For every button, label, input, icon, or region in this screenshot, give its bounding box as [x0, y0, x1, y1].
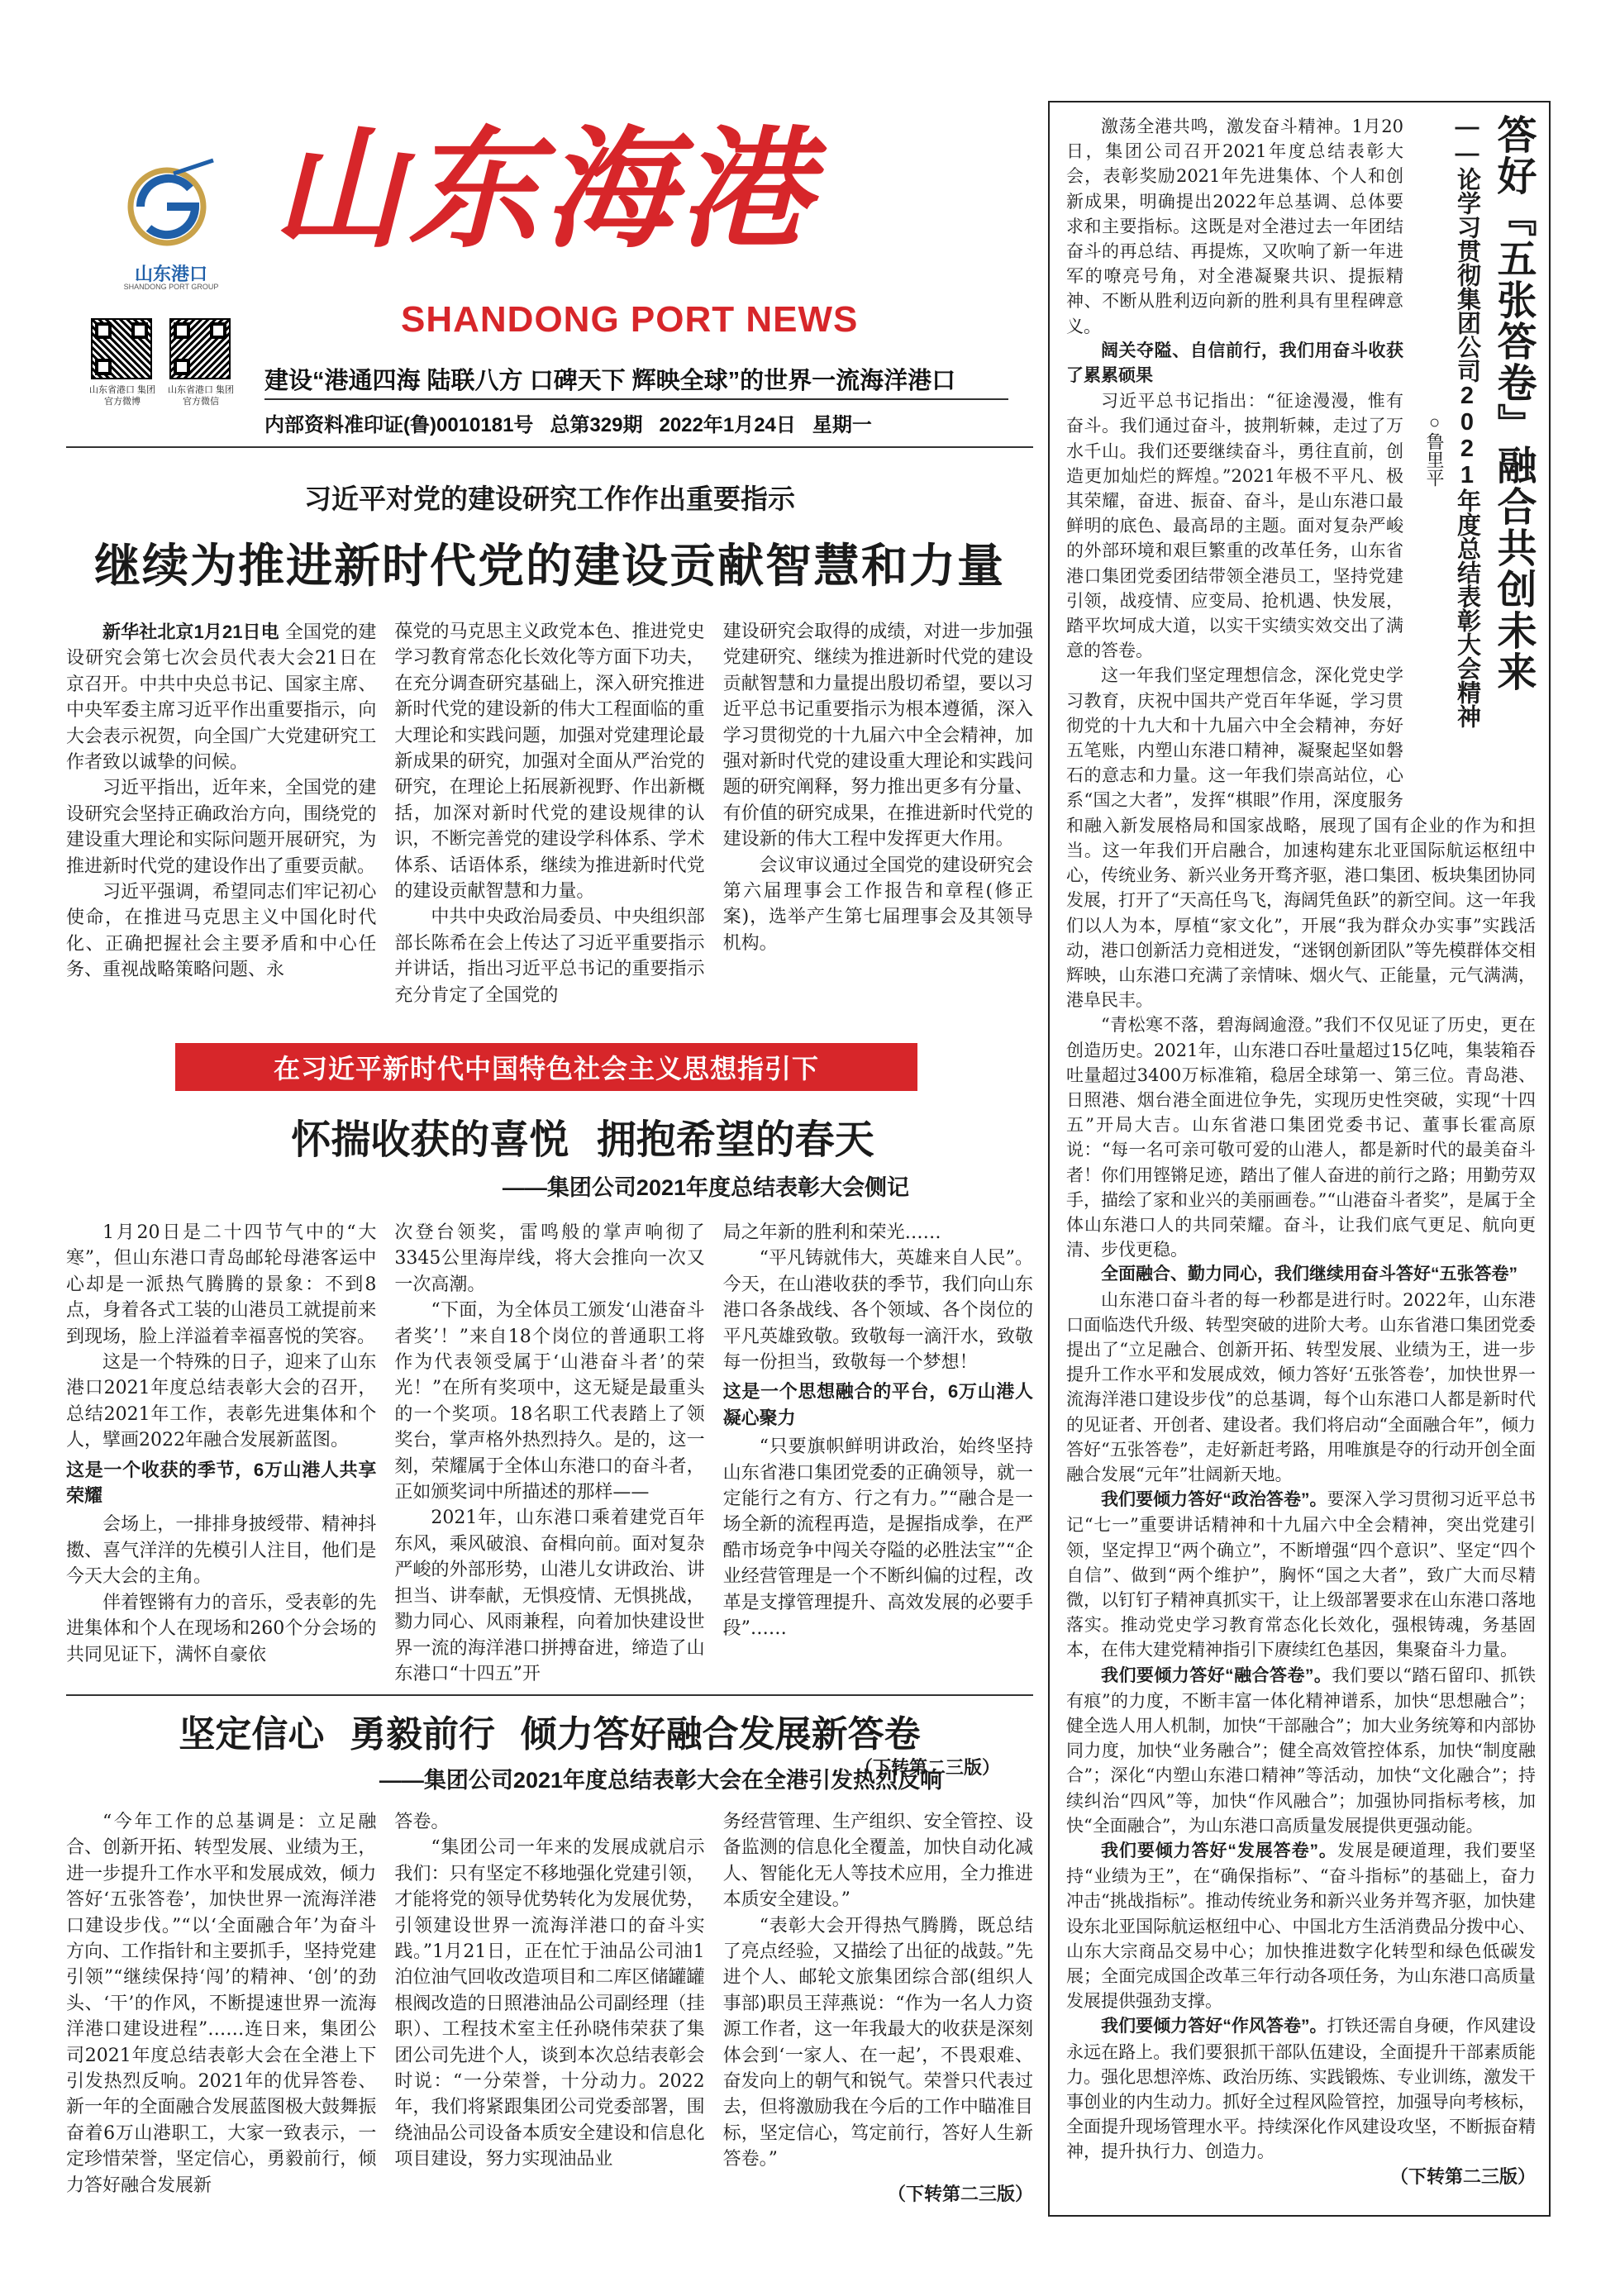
paragraph: 激荡全港共鸣，激发奋斗精神。1月20日，集团公司召开2021年度总结表彰大会，表彰奖励2021年先进集体、个人和创新成果，明确提出2022年总基调、总体要求和主要指标。这既是对全港过去一年团结奋斗的再总结、再提炼，又吹响了新一年进军的嘹亮号角，对全港凝聚共识、提振精神、不断从胜利迈向新的胜利具有里程碑意义。	[1066, 117, 1403, 336]
paragraph: “集团公司一年来的发展成就启示我们：只有坚定不移地强化党建引领，才能将党的领导优势转化为发展优势，引领建设世界一流海洋港口的奋斗实践。”1月21日，正在忙于油品公司油1泊位油气回收改造项目和二库区储罐罐根阀改造的日照港油品公司副经理（挂职）、工程技术室主任孙晓伟荣获了集团公司先进个人，谈到本次总结表彰会时说：“一分荣誉，十分动力。2022年，我们将紧跟集团公司党委部署，围绕油品公司设备本质安全建设和信息化项目建设，努力实现油品业	[394, 1837, 705, 2170]
paragraph: 次登台领奖，雷鸣般的掌声响彻了3345公里海岸线，将大会推向一次又一次高潮。	[394, 1222, 705, 1295]
logo-caption-en: SHANDONG PORT GROUP	[123, 283, 219, 291]
article-3-body	[66, 1809, 1033, 2272]
qr-weibo	[91, 318, 152, 379]
lead-in: 我们要倾力答好“政治答卷”。	[1101, 1490, 1327, 1510]
article-1-col-1	[66, 619, 376, 1008]
article-2-body	[66, 1220, 1033, 1749]
divider	[66, 1694, 1033, 1696]
paragraph: “只要旗帜鲜明讲政治，始终坚持山东省港口集团党委的正确领导，就一定能行之有方、行之有力。”“融合是一场全新的流程再造，是握指成拳，在严酷市场竞争中闯关夺隘的必胜法宝”“企业经营管理是一个不断纠偏的过程，改革是支撑管理提升、高效发展的必要手段”……	[722, 1436, 1033, 1640]
article-3-col-1	[66, 1809, 376, 2272]
paragraph: 习近平指出，近年来，全国党的建设研究会坚持正确政治方向，围绕党的建设重大理论和实际问题开展研究，为推进新时代党的建设作出了重要贡献。	[66, 778, 377, 877]
paragraph: 中共中央政治局委员、中央组织部部长陈希在会上传达了习近平重要指示并讲话，指出习近平总书记的重要指示充分肯定了全国党的	[394, 907, 705, 1006]
paragraph: 答卷。	[394, 1812, 450, 1832]
article-1-dateline: 新华社北京1月21日电	[102, 622, 279, 642]
subheading: 这是一个收获的季节，6万山港人共享荣耀	[66, 1459, 377, 1507]
commentary-box	[1048, 101, 1551, 2217]
paragraph: 伴着铿锵有力的音乐，受表彰的先进集体和个人在现场和260个分会场的共同见证下，满怀自豪依	[66, 1592, 377, 1665]
paragraph: 习近平强调，希望同志们牢记初心使命，在推进马克思主义中国化时代化、正确把握社会主要矛盾和中心任务、重视战略策略问题、永	[66, 882, 377, 981]
paragraph: 务经营管理、生产组织、安全管控、设备监测的信息化全覆盖，加快自动化减人、智能化无人等技术应用，全力推进本质安全建设。”	[722, 1812, 1033, 1911]
qr-wechat-caption: 山东省港口 集团官方微信	[167, 385, 235, 407]
article-1-headline: 继续为推进新时代党的建设贡献智慧和力量	[94, 540, 1005, 592]
paragraph: 我们要以“踏石留印、抓铁有痕”的力度，不断丰富一体化精神谱系，加快“思想融合”；健全选人用人机制，加快“干部融合”；加大业务统筹和内部协同力度，加快“业务融合”；健全高效管控体系，加快“制度融合”；深化“内塑山东港口精神”等活动，加快“文化融合”；持续纠治“四风”等，加快“作风融合”；加强协同指标考核，加快“全面融合”，为山东港口高质量发展提供更强动能。	[1066, 1665, 1536, 1836]
article-1	[66, 463, 1033, 1008]
masthead-title-en: SHANDONG PORT NEWS	[401, 299, 859, 340]
article-1-col-3	[723, 619, 1033, 1008]
lead-in: 我们要倾力答好“作风答卷”。	[1101, 2017, 1327, 2036]
continued-label: （下转第二三版）	[887, 2183, 1033, 2204]
logo-caption: 山东港口	[134, 264, 207, 284]
paragraph: “青松寒不落，碧海阔逾澄。”我们不仅见证了历史，更在创造历史。2021年，山东港口吞吐量超过15亿吨，集装箱吞吐量超过3400万标准箱，稳居全球第一、第三位。青岛港、日照港、烟台港全面进位争先，实现历史性突破，实现“十四五”开局大吉。山东省港口集团党委书记、董事长霍高原说：“每一名可亲可敬可爱的山港人，都是新时代的最美奋斗者！你们用铿锵足迹，踏出了催人奋进的前行之路；用勤劳双手，描绘了家和业兴的美丽画卷。”“山港奋斗者奖”，是属于全体山东港口人的共同荣耀。奋斗，让我们底气更足、航向更清、步伐更稳。	[1066, 1015, 1536, 1260]
article-2-col-3	[723, 1220, 1033, 1749]
paragraph: 要深入学习贯彻习近平总书记“七一”重要讲话精神和十九届六中全会精神，突出党建引领，坚定捍卫“两个确立”，不断增强“四个意识”、坚定“四个自信”、做到“两个维护”，胸怀“国之大者”，致广大而尽精微，以钉钉子精神真抓实干，让上级部署要求在山东港口落地落实。推动党史学习教育常态化长效化，强根铸魂，务基固本，在伟大建党精神指引下赓续红色基因，集聚奋斗力量。	[1066, 1489, 1537, 1660]
commentary-title: 答好『五张答卷』融合共创未来	[1491, 114, 1535, 693]
qr-weibo-caption: 山东省港口 集团官方微博	[88, 385, 156, 407]
subheading: 阔关夺隘、自信前行，我们用奋斗收获了累累硕果	[1066, 341, 1403, 386]
commentary-title-block	[1412, 114, 1536, 800]
article-1-col-2	[394, 619, 704, 1008]
paragraph: 这一年我们坚定理想信念，深化党史学习教育，庆祝中国共产党百年华诞，学习贯彻党的十九大和十九届六中全会精神，夯好五笔账，内塑山东港口精神，凝聚起坚如磐石的意志和力量。这一年我们崇高站位，心系“国之大者”，发挥“棋眼”作用，深度服务和融入新发展格局和国家战略，展现了国有企业的作为和担当。这一年我们开启融合，加速构建东北亚国际航运枢纽中心，传统业务、新兴业务开骛齐驱，港口集团、板块集团协同发展，打开了“天高任鸟飞，海阔凭鱼跃”的新空间。这一年我们以人为本，厚植“家文化”，开展“我为群众办实事”实践活动，港口创新活力竞相迸发，“迷钢创新团队”等先模群体交相辉映，山东港口充满了亲情味、烟火气、正能量，元气满满，港阜民丰。	[1066, 665, 1536, 1011]
paragraph: 山东港口奋斗者的每一秒都是进行时。2022年，山东港口面临迭代升级、转型突破的进阶大考。山东省港口集团党委提出了“立足融合、创新开拓、转型发展、业绩为王，进一步提升工作水平和发展成效，倾力答好‘五张答卷’，加快世界一流海洋港口建设步伐”的总基调，每个山东港口人都是新时代的见证者、开创者、建设者。我们将启动“全面融合年”，倾力答好“五张答卷”，走好新赶考路，用唯旗是夺的行动开创全面融合发展“元年”壮阔新天地。	[1066, 1289, 1536, 1484]
subheading: 这是一个思想融合的平台，6万山港人凝心聚力	[722, 1381, 1033, 1428]
article-2-subhead: ——集团公司2021年度总结表彰大会侧记	[502, 1175, 909, 1200]
article-2-col-1	[66, 1220, 376, 1749]
article-3-headline: 坚定信心 勇毅前行 倾力答好融合发展新答卷	[179, 1713, 921, 1755]
paragraph: 建设研究会取得的成绩，对进一步加强党建研究、继续为推进新时代党的建设贡献智慧和力量提出殷切希望，要以习近平总书记重要指示为根本遵循，深入学习贯彻党的十九届六中全会精神，加强对新时代党的建设重大理论和实践问题的研究阐释，努力推出更多有分量、有价值的研究成果，在推进新时代党的建设新的伟大工程中发挥更大作用。	[722, 622, 1033, 850]
article-3-col-3	[723, 1809, 1033, 2272]
paragraph: “今年工作的总基调是：立足融合、创新开拓、转型发展、业绩为王，进一步提升工作水平和发展成效，倾力答好‘五张答卷’，加快世界一流海洋港口建设步伐。”“以‘全面融合年’为奋斗方向、工作指针和主要抓手，坚持党建引领”“继续保持‘闯’的精神、‘创’的劲头、‘干’的作风，不断提速世界一流海洋港口建设进程”……连日来，集团公司2021年度总结表彰大会在全港上下引发热烈反响。2021年的优异答卷、新一年的全面融合发展蓝图极大鼓舞振奋着6万山港职工，大家一致表示，一定珍惜荣誉，坚定信心，勇毅前行，倾力答好融合发展新	[66, 1812, 377, 2196]
commentary-author: ○鲁里平	[1424, 412, 1445, 487]
paragraph: 1月20日是二十四节气中的“大寒”，但山东港口青岛邮轮母港客运中心却是一派热气腾腾的景象：不到8点，身着各式工装的山港员工就提前来到现场，脸上洋溢着幸福喜悦的笑容。	[66, 1222, 377, 1347]
article-2-headline: 怀揣收获的喜悦 拥抱希望的春天	[291, 1117, 874, 1163]
article-3	[66, 1704, 1033, 2272]
section-banner-text: 在习近平新时代中国特色社会主义思想指引下	[273, 1054, 819, 1084]
masthead	[66, 107, 1033, 471]
paragraph: 2021年，山东港口乘着建党百年东风，乘风破浪、奋楫向前。面对复杂严峻的外部形势，山港儿女讲政治、讲担当、讲奉献，无惧疫情、无惧挑战，勠力同心、风雨兼程，向着加快建设世界一流的海洋港口拼搏奋进，缔造了山东港口“十四五”开	[394, 1508, 705, 1684]
paragraph: “平凡铸就伟大，英雄来自人民”。今天，在山港收获的季节，我们向山东港口各条战线、各个领域、各个岗位的平凡英雄致敬。致敬每一滴汗水，致敬每一份担当，致敬每一个梦想！	[722, 1248, 1033, 1374]
paragraph: 习近平总书记指出：“征途漫漫，惟有奋斗。我们通过奋斗，披荆斩棘，走过了万水千山。我们还要继续奋斗，勇往直前，创造更加灿烂的辉煌。”2021年极不平凡、极其荣耀，奋进、振奋、奋斗，是山东港口最鲜明的底色、最高昂的主题。面对复杂严峻的外部环境和艰巨繁重的改革任务，山东省港口集团党委团结带领全港员工，坚持党建引领，战疫情、应变局、抢机遇、快发展，踏平坎坷成大道，以实干实绩实效交出了满意的答卷。	[1066, 391, 1403, 661]
lead-in: 我们要倾力答好“发展答卷”。	[1101, 1841, 1337, 1861]
paragraph: 发展是硬道理，我们要坚持“业绩为王”，在“确保指标”、“奋斗指标”的基础上，奋力冲击“挑战指标”。推动传统业务和新兴业务并驾齐驱，加快建设东北亚国际航运枢纽中心、中国北方生活消费品分拨中心、山东大宗商品交易中心；加快推进数字化转型和绿色低碳发展；全面完成国企改革三年行动各项任务，为山东港口高质量发展提供强劲支撑。	[1066, 1841, 1537, 2012]
paragraph: “表彰大会开得热气腾腾，既总结了亮点经验，又描绘了出征的战鼓。”先进个人、邮轮文旅集团综合部(组织人事部)职员王萍燕说：“作为一名人力资源工作者，这一年我最大的收获是深刻体会到‘一家人、在一起’，不畏艰难、奋发向上的朝气和锐气。荣誉只代表过去，但将激励我在今后的工作中瞄准目标，坚定信心，笃定前行，答好人生新答卷。”	[722, 1915, 1033, 2170]
paragraph: 这是一个特殊的日子，迎来了山东港口2021年度总结表彰大会的召开，总结2021年工作，表彰先进集体和个人，擘画2022年融合发展新蓝图。	[66, 1352, 377, 1451]
article-2-col-2	[394, 1220, 704, 1749]
article-3-col-2	[394, 1809, 704, 2272]
lead-in: 我们要倾力答好“融合答卷”。	[1101, 1665, 1332, 1685]
article-2	[66, 1108, 1033, 1779]
commentary-subtitle: ——论学习贯彻集团公司2021年度总结表彰大会精神	[1454, 114, 1480, 728]
masthead-slogan: 建设“港通四海 陆联八方 口碑天下 辉映全球”的世界一流海洋港口	[264, 368, 956, 394]
continued-label: （下转第二三版）	[854, 1757, 1000, 1778]
paragraph: 会场上，一排排身披绶带、精神抖擞、喜气洋洋的先模引人注目，他们是今天大会的主角。	[66, 1514, 377, 1588]
masthead-rule	[264, 398, 1008, 400]
qr-wechat	[169, 318, 231, 379]
masthead-bottom-rule	[66, 446, 1033, 448]
paragraph: 全国党的建设研究会第七次会员代表大会21日在京召开。中共中央总书记、国家主席、中央军委主席习近平作出重要指示，向大会表示祝贺，向全国广大党建研究工作者致以诚挚的问候。	[66, 622, 377, 774]
article-3-subhead: ——集团公司2021年度总结表彰大会在全港引发热烈反响	[379, 1768, 942, 1793]
section-banner	[175, 1043, 917, 1091]
subheading: 全面融合、勤力同心，我们继续用奋斗答好“五张答卷”	[1101, 1265, 1518, 1284]
article-1-body	[66, 619, 1033, 1008]
port-logo-icon	[116, 149, 223, 256]
paragraph: 局之年新的胜利和荣光……	[722, 1222, 941, 1243]
paragraph: “下面，为全体员工颁发‘山港奋斗者奖’！”来自18个岗位的普通职工将作为代表领受属于‘山港奋斗者’的荣光！”在所有奖项中，这无疑是最重头的一个奖项。18名职工代表踏上了领奖台，掌声格外热烈持久。是的，这一刻，荣耀属于全体山东港口的奋斗者，正如颁奖词中所描述的那样——	[394, 1300, 705, 1503]
masthead-title: 山东海港	[273, 113, 815, 266]
paragraph: 打铁还需自身硬，作风建设永远在路上。我们要狠抓干部队伍建设，全面提升干部素质能力。强化思想淬炼、政治历练、实践锻炼、专业训练，激发干事创业的内生动力。抓好全过程风险管控，加强导向考核标，全面提升现场管理水平。持续深化作风建设攻坚，不断振奋精神，提升执行力、创造力。	[1066, 2016, 1537, 2162]
paragraph: 葆党的马克思主义政党本色、推进党史学习教育常态化长效化等方面下功夫，在充分调查研究基础上，深入研究推进新时代党的建设新的伟大工程面临的重大理论和实践问题，加强对党建理论最新成果的研究，加强对全面从严治党的研究，在理论上拓展新视野、作出新概括，加深对新时代党的建设规律的认识，不断完善党的建设学科体系、学术体系、话语体系，继续为推进新时代党的建设贡献智慧和力量。	[394, 622, 705, 903]
article-1-kicker: 习近平对党的建设研究工作作出重要指示	[304, 483, 795, 514]
continued-label: （下转第二三版）	[1389, 2165, 1536, 2187]
paragraph: 会议审议通过全国党的建设研究会第六届理事会工作报告和章程(修正案)，选举产生第七届理事会及其领导机构。	[722, 855, 1033, 954]
issue-line: 内部资料准印证(鲁)0010181号 总第329期 2022年1月24日 星期一	[264, 414, 872, 436]
